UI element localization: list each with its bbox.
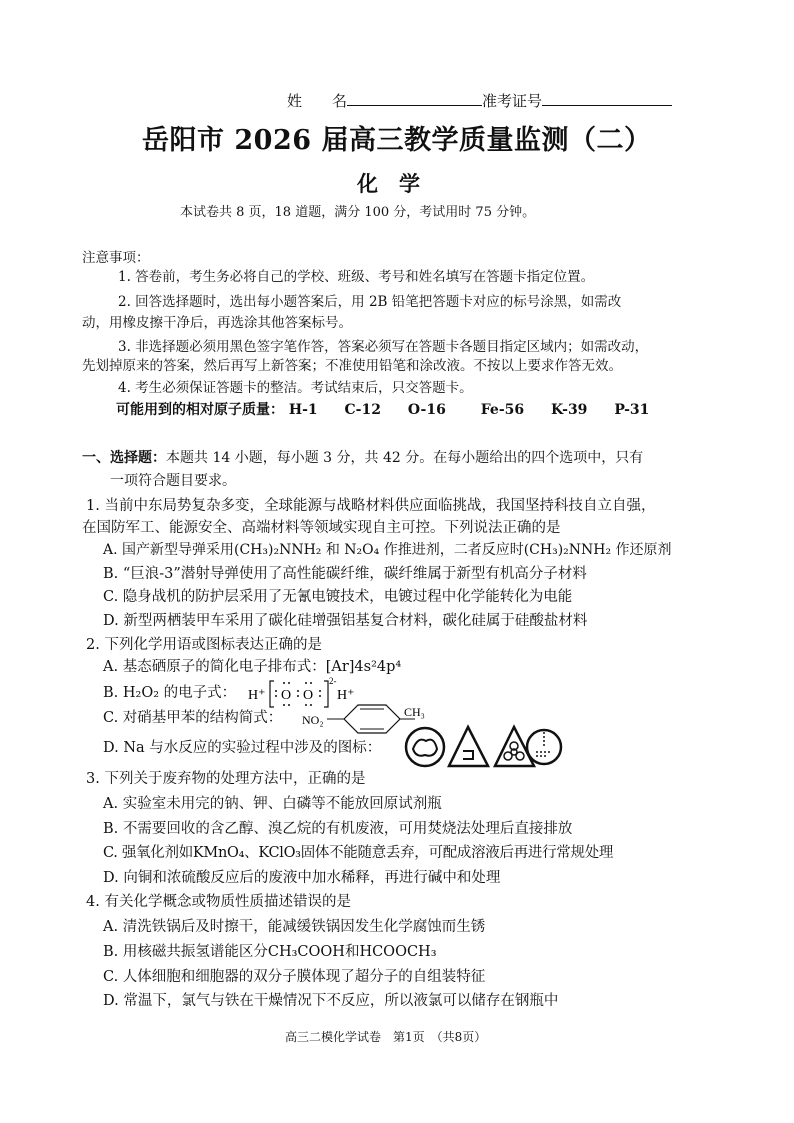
exam-info: 本试卷共 8 页，18 道题，满分 100 分，考试用时 75 分钟。 <box>180 205 536 220</box>
atomic-mass: P-31 <box>614 402 650 418</box>
wash-hands-icon <box>527 730 561 764</box>
question-stem: 1. 当前中东局势复杂多变，全球能源与战略材料供应面临挑战，我国坚持科技自立自强， <box>86 498 656 514</box>
note-item: 4. 考生必须保证答题卡的整洁。考试结束后，只交答题卡。 <box>118 380 473 396</box>
formula-h-left: H⁺ <box>248 688 266 703</box>
formula-charge: 2- <box>329 676 337 686</box>
name-field <box>287 91 672 111</box>
structure-right-group: CH₃ <box>404 705 425 719</box>
atomic-masses <box>116 400 649 420</box>
option-b: B. 用核磁共振氢谱能区分CH₃COOH和HCOOCH₃ <box>103 944 437 960</box>
note-item: 3. 非选择题必须用黑色签字笔作答，答案必须写在答题卡各题目指定区域内；如需改动， <box>118 339 649 355</box>
atomic-mass: C-12 <box>344 402 381 418</box>
option-c: C. 人体细胞和细胞器的双分子膜体现了超分子的自组装特征 <box>103 969 486 985</box>
page-footer: 高三二模化学试卷 第1页 （共8页） <box>285 1030 487 1044</box>
note-item: 2. 回答选择题时，选出每小题答案后，用 2B 铅笔把答题卡对应的标号涂黑，如需改 <box>118 294 622 310</box>
option-a: A. 基态硒原子的简化电子排布式：[Ar]4s²4p⁴ <box>103 659 402 675</box>
option-d: D. Na 与水反应的实验过程中涉及的图标： <box>103 740 382 756</box>
safety-pictograms <box>404 724 564 770</box>
note-item: 先划掉原来的答案，然后再写上新答案；不准使用铅笔和涂改液。不按以上要求作答无效。 <box>82 358 622 374</box>
section-desc-cont: 一项符合题目要求。 <box>110 473 236 489</box>
option-a: A. 国产新型导弹采用(CH₃)₂NNH₂ 和 N₂O₄ 作推进剂，二者反应时(CH₃)₂NNH₂ 作还原剂 <box>103 542 672 558</box>
exam-id-blank[interactable] <box>542 91 672 106</box>
option-b-text: B. H₂O₂ 的电子式： <box>103 685 237 701</box>
section-title: 一、选择题： <box>82 450 166 466</box>
option-b: B. “巨浪-3”潜射导弹使用了高性能碳纤维，碳纤维属于新型有机高分子材料 <box>103 566 587 582</box>
question-stem: 4. 有关化学概念或物质性质描述错误的是 <box>86 894 351 910</box>
question-stem: 2. 下列化学用语或图标表达正确的是 <box>86 637 322 653</box>
option-d: D. 新型两栖装甲车采用了碳化硅增强铝基复合材料，碳化硅属于硅酸盐材料 <box>103 613 588 629</box>
notes-heading: 注意事项： <box>82 250 150 266</box>
option-a: A. 实验室未用完的钠、钾、白磷等不能放回原试剂瓶 <box>103 796 442 812</box>
atomic-masses-label: 可能用到的相对原子质量： <box>116 402 284 418</box>
subject-title: 化 学 <box>357 171 420 196</box>
option-c: C. 强氧化剂如KMnO₄、KClO₃固体不能随意丢弃，可配成溶液后再进行常规处理 <box>103 845 614 861</box>
option-b: B. 不需要回收的含乙醇、溴乙烷的有机废液，可用焚烧法处理后直接排放 <box>103 821 573 837</box>
question-stem: 3. 下列关于废弃物的处理方法中，正确的是 <box>86 771 366 787</box>
option-a: A. 清洗铁锅后及时擦干，能减缓铁锅因发生化学腐蚀而生锈 <box>103 919 486 935</box>
formula-h-right: H⁺ <box>337 688 355 703</box>
atomic-mass: O-16 <box>407 402 446 418</box>
section-header <box>82 448 643 468</box>
name-label: 姓 名 <box>287 92 348 110</box>
note-item: 动，用橡皮擦干净后，再选涂其他答案标号。 <box>82 315 352 331</box>
goggles-icon <box>406 728 444 766</box>
question-stem-cont: 在国防军工、能源安全、高端材料等领域实现自主可控。下列说法正确的是 <box>82 520 561 536</box>
hot-surface-icon <box>449 727 488 766</box>
formula-o2: O <box>303 688 314 703</box>
name-blank[interactable] <box>347 91 482 106</box>
atomic-mass: Fe-56 <box>480 402 525 418</box>
formula-o1: O <box>281 688 292 703</box>
atomic-mass: H-1 <box>288 402 318 418</box>
option-b <box>103 683 236 703</box>
option-d: D. 常温下，氯气与铁在干燥情况下不反应，所以液氯可以储存在钢瓶中 <box>103 993 559 1009</box>
option-c: C. 对硝基甲苯的结构简式： <box>103 710 283 726</box>
page-title: 岳阳市 2026 届高三教学质量监测（二） <box>142 125 652 156</box>
structure-left-group: NO₂ <box>302 713 324 727</box>
option-d: D. 向铜和浓硫酸反应后的废液中加水稀释，再进行碱中和处理 <box>103 870 501 886</box>
exam-id-label: 准考证号 <box>482 92 543 110</box>
note-item: 1. 答卷前，考生务必将自己的学校、班级、考号和姓名填写在答题卡指定位置。 <box>118 269 595 285</box>
option-c: C. 隐身战机的防护层采用了无氰电镀技术，电镀过程中化学能转化为电能 <box>103 589 573 605</box>
section-desc: 本题共 14 小题，每小题 3 分，共 42 分。在每小题给出的四个选项中，只有 <box>166 450 644 466</box>
atomic-mass: K-39 <box>550 402 588 418</box>
